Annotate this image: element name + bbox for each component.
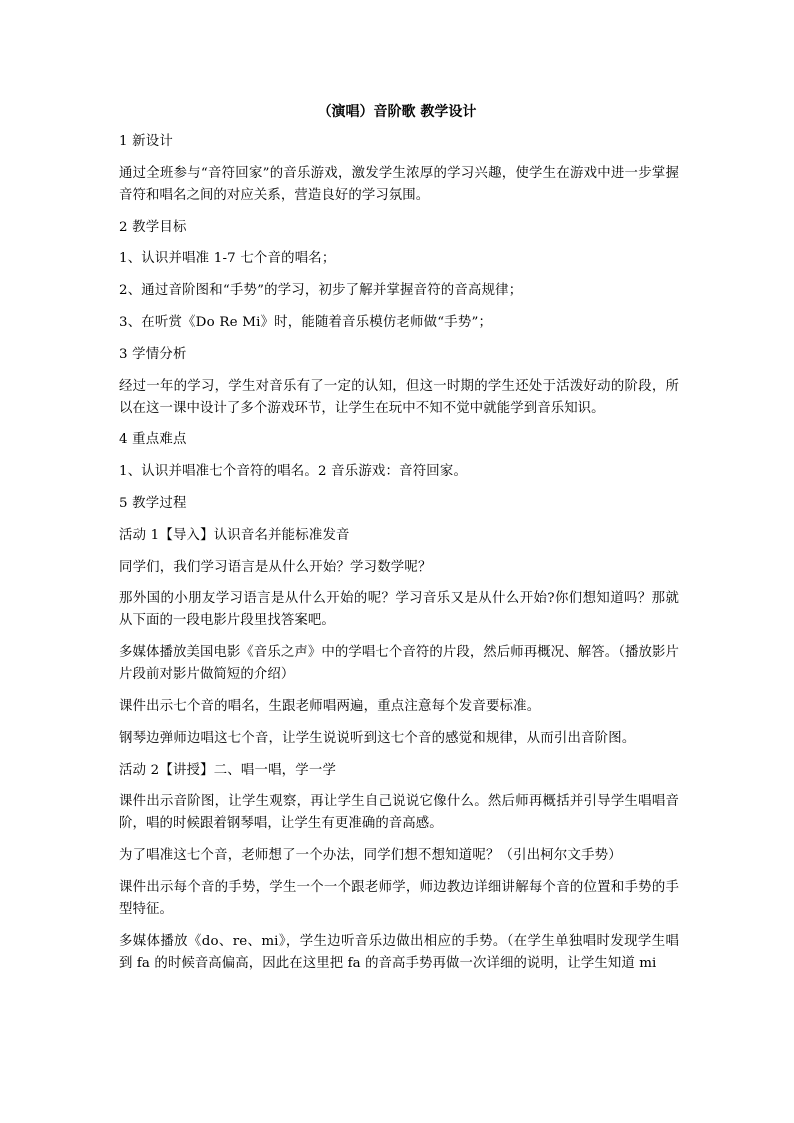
list-item: 1、认识并唱准七个音符的唱名。2 音乐游戏：音符回家。 <box>119 464 468 480</box>
section-heading-teaching-goals: 2 教学目标 <box>119 219 187 235</box>
section-heading-new-design: 1 新设计 <box>119 134 173 149</box>
list-item: 3、在听赏《Do Re Mi》时，能随着音乐模仿老师做“手势”； <box>119 314 493 330</box>
paragraph: 为了唱准这七个音，老师想了一个办法，同学们想不想知道呢？（引出柯尔文手势） <box>119 848 622 864</box>
document-body <box>119 131 679 985</box>
activity-heading: 活动 1【导入】认识音名并能标准发音 <box>119 527 350 543</box>
paragraph: 那外国的小朋友学习语言是从什么开始的呢？学习音乐又是从什么开始?你们想知道吗？那就从下面的一段电影片段里找答案吧。 <box>119 591 679 629</box>
paragraph: 钢琴边弹师边唱这七个音，让学生说说听到这七个音的感觉和规律，从而引出音阶图。 <box>119 730 636 746</box>
paragraph: 课件出示每个音的手势，学生一个一个跟老师学，师边教边详细讲解每个音的位置和手势的手型特征。 <box>119 879 679 917</box>
activity-heading: 活动 2【讲授】二、唱一唱，学一学 <box>119 762 337 778</box>
list-item: 2、通过音阶图和“手势”的学习，初步了解并掌握音符的音高规律； <box>119 283 523 299</box>
section-heading-teaching-process: 5 教学过程 <box>119 495 187 511</box>
paragraph: 多媒体播放《do、re、mi》，学生边听音乐边做出相应的手势。（在学生单独唱时发现学生唱到 fa 的时候音高偏高，因此在这里把 fa 的音高手势再做一次详细的说明，让学生知道 mi <box>119 933 679 971</box>
paragraph: 课件出示音阶图，让学生观察，再让学生自己说说它像什么。然后师再概括并引导学生唱唱音阶，唱的时候跟着钢琴唱，让学生有更准确的音高感。 <box>119 794 679 832</box>
paragraph: 多媒体播放美国电影《音乐之声》中的学唱七个音符的片段，然后师再概况、解答。（播放影片片段前对影片做简短的介绍） <box>119 645 679 683</box>
section-heading-key-points: 4 重点难点 <box>119 432 187 448</box>
page-title: （演唱）音阶歌 教学设计 <box>317 104 477 120</box>
paragraph: 通过全班参与“音符回家”的音乐游戏，激发学生浓厚的学习兴趣，使学生在游戏中进一步掌握音符和唱名之间的对应关系，营造良好的学习氛围。 <box>119 165 679 203</box>
paragraph: 课件出示七个音的唱名，生跟老师唱两遍，重点注意每个发音要标准。 <box>119 698 541 714</box>
paragraph: 同学们，我们学习语言是从什么开始？学习数学呢？ <box>119 559 432 575</box>
list-item: 1、认识并唱准 1-7 七个音的唱名； <box>119 251 336 267</box>
section-heading-student-analysis: 3 学情分析 <box>119 346 187 362</box>
paragraph: 经过一年的学习，学生对音乐有了一定的认知，但这一时期的学生还处于活泼好动的阶段，所以在这一课中设计了多个游戏环节，让学生在玩中不知不觉中就能学到音乐知识。 <box>119 378 679 416</box>
